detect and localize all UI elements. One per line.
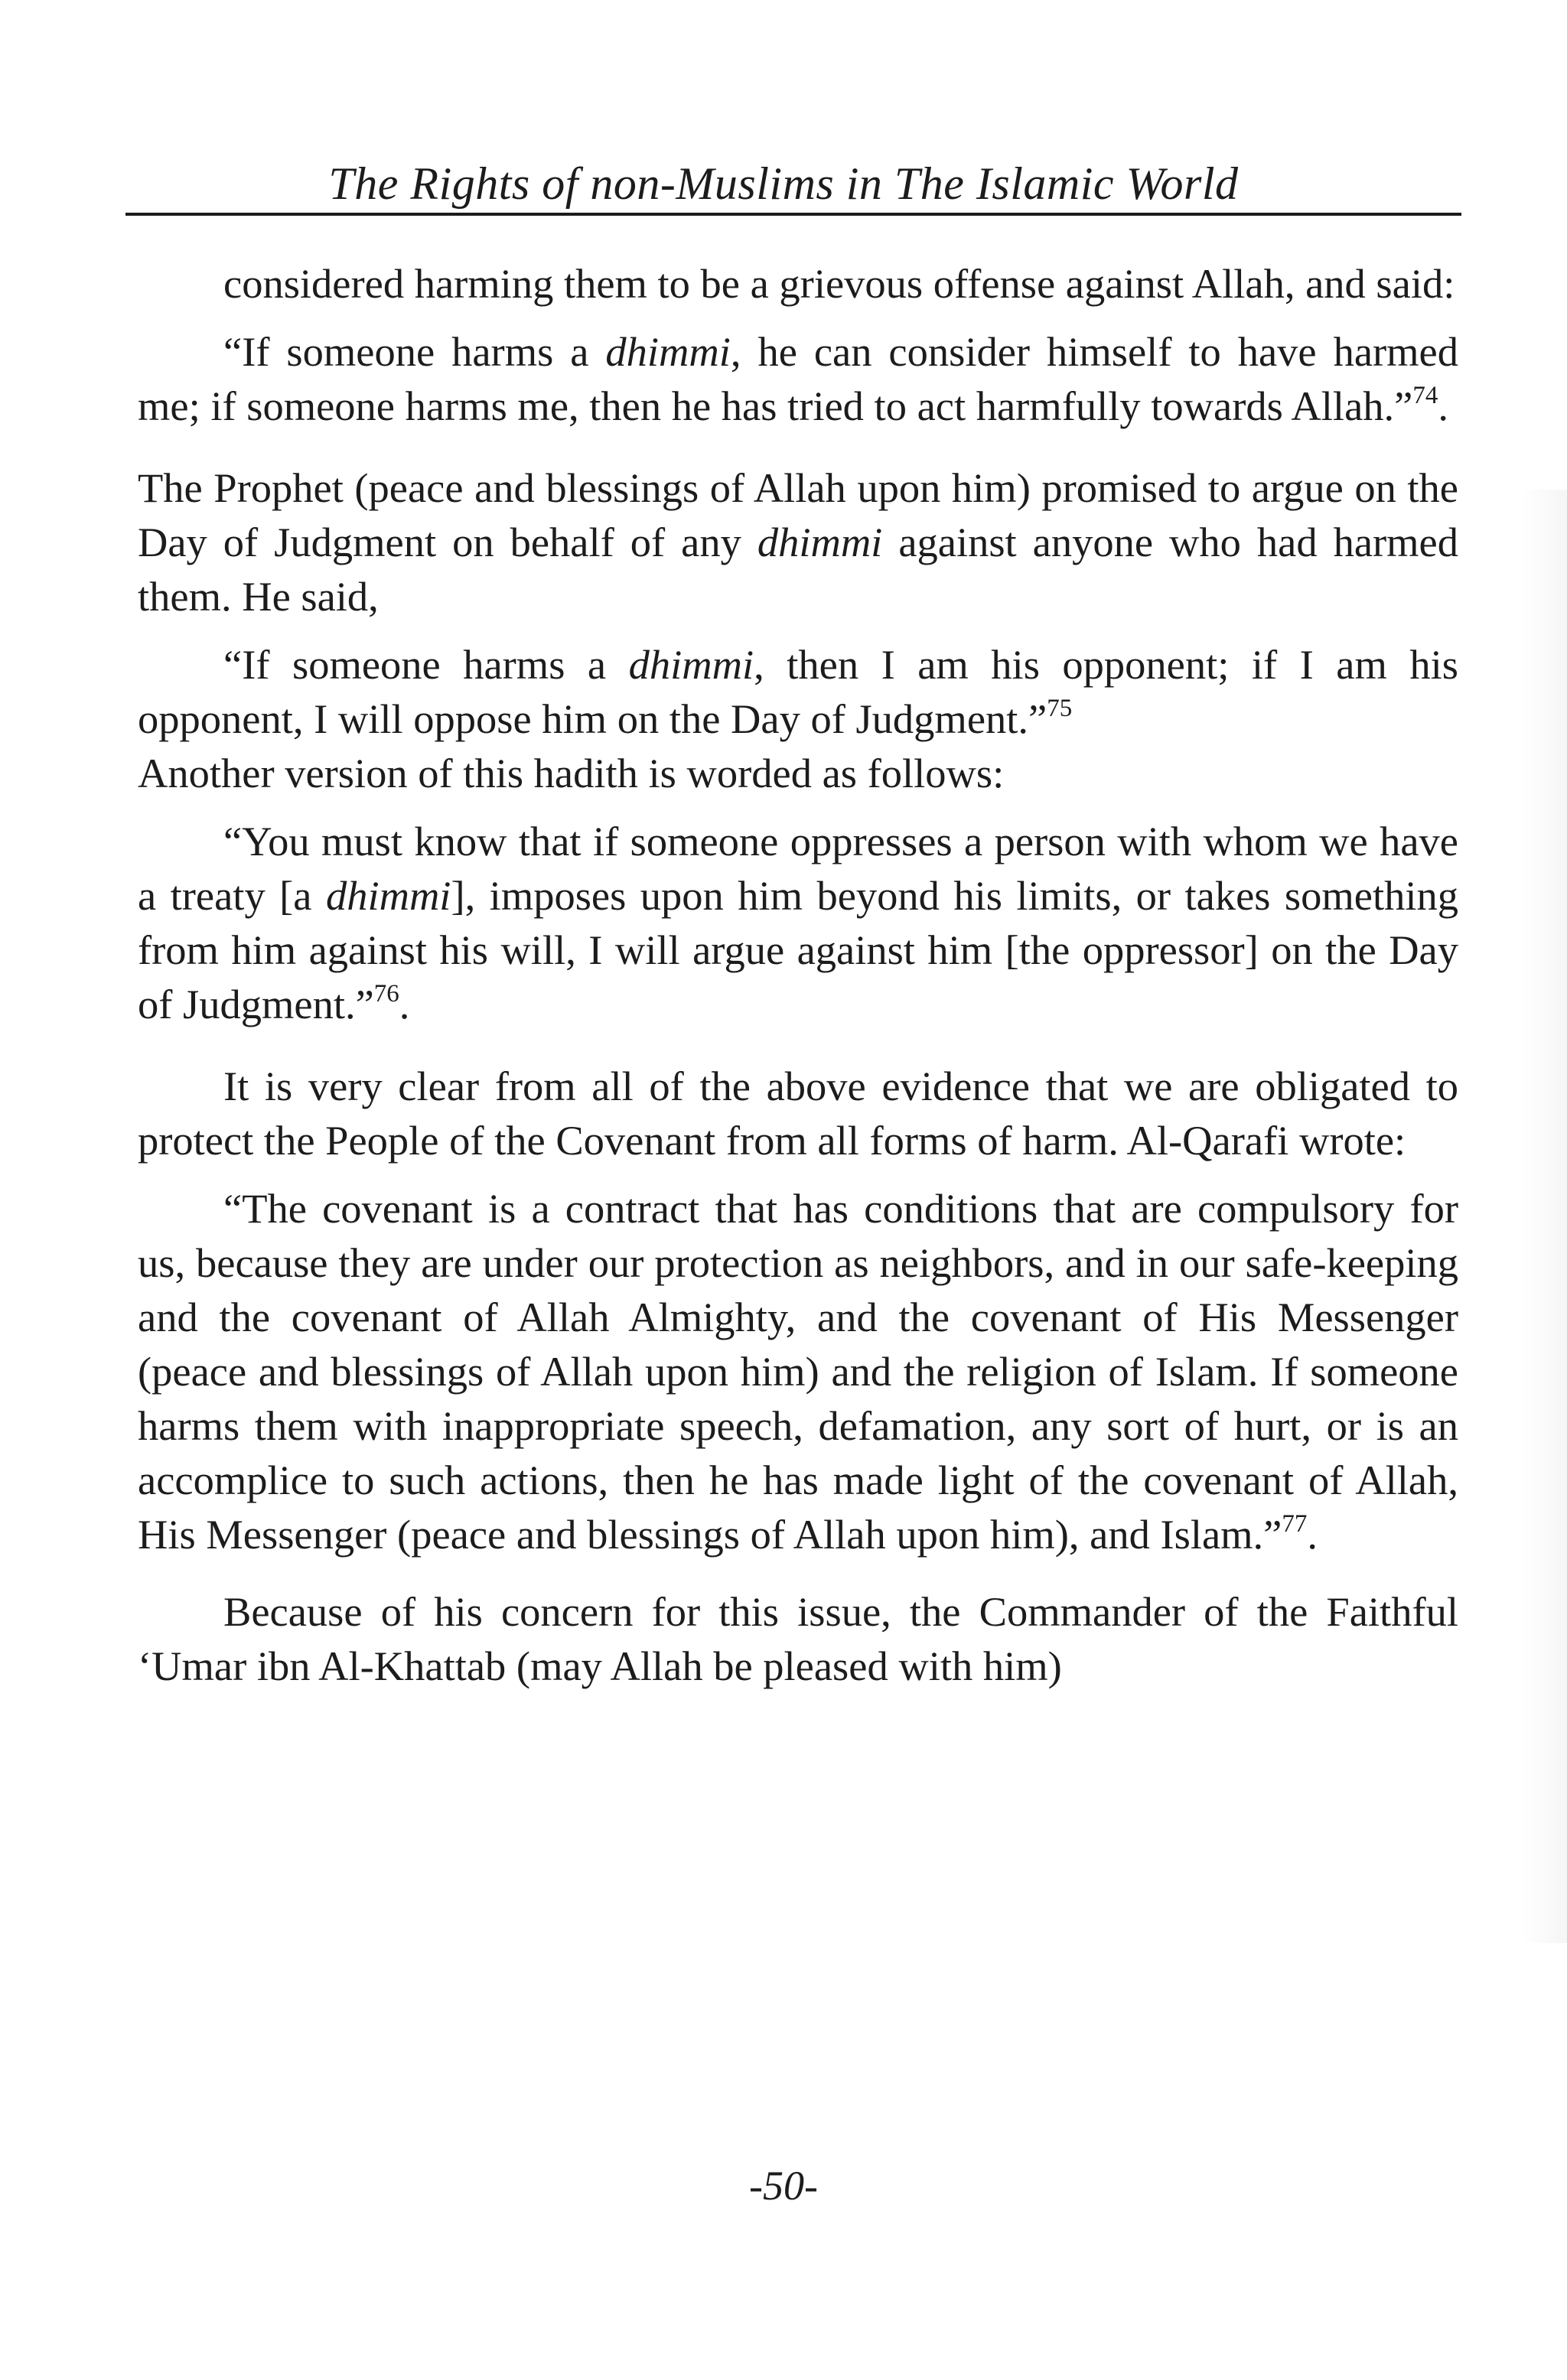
body-text (138, 256, 1458, 1693)
header-rule (125, 213, 1461, 216)
paragraph (138, 746, 1458, 800)
paragraph-text: The Prophet (peace and blessings of Allah upon him) promised to argue on the Day of Judgment on behalf of any (138, 464, 1458, 565)
footnote-ref-76[interactable]: 76 (373, 980, 399, 1008)
paragraph-text: Another version of this hadith is worded as follows: (138, 750, 1005, 796)
hadith-quote (138, 324, 1458, 433)
term-dhimmi: dhimmi (628, 641, 754, 688)
paragraph (138, 461, 1458, 623)
quote-text: “If someone harms a (223, 641, 629, 688)
block-quote (138, 1181, 1458, 1561)
punctuation: . (1438, 383, 1448, 429)
paragraph (138, 1584, 1458, 1693)
hadith-quote (138, 814, 1458, 1031)
footnote-ref-77[interactable]: 77 (1282, 1510, 1308, 1538)
paragraph (138, 1059, 1458, 1167)
footnote-ref-75[interactable]: 75 (1047, 695, 1073, 722)
punctuation: . (399, 981, 410, 1027)
paragraph-text: against anyone who had harmed them. He said, (138, 519, 1458, 620)
term-dhimmi: dhimmi (757, 519, 883, 565)
hadith-quote (138, 637, 1458, 746)
quote-text: , he can consider himself to have harmed me; if someone harms me, then he has tried to act harmfully towards Allah.” (138, 328, 1458, 429)
page-number: -50- (749, 2163, 818, 2209)
paragraph (138, 256, 1458, 311)
paragraph-text: considered harming them to be a grievous offense against Allah, and said: (223, 260, 1455, 307)
quote-text: ], imposes upon him beyond his limits, or takes something from him against his will, I will argue against him [the oppressor] on the Day of Judgment.” (138, 872, 1458, 1027)
term-dhimmi: dhimmi (605, 328, 731, 375)
term-dhimmi: dhimmi (325, 872, 451, 919)
quote-text: “The covenant is a contract that has conditions that are compulsory for us, because they are under our protection as neighbors, and in our safe-keeping and the covenant of Allah Almighty, and the covenant of His Messenger (peace and blessings of Allah upon him) and the religion of Islam. If someone harms them with inappropriate speech, defamation, any sort of hurt, or is an accomplice to such actions, then he has made light of the covenant of Allah, His Messenger (peace and blessings of Allah upon him), and Islam.” (138, 1185, 1458, 1558)
paragraph-text: It is very clear from all of the above evidence that we are obligated to protect the People of the Covenant from all forms of harm. Al-Qarafi wrote: (138, 1063, 1458, 1164)
paragraph-text: Because of his concern for this issue, the Commander of the Faithful ‘Umar ibn Al-Khattab (may Allah be pleased with him) (138, 1588, 1458, 1689)
quote-text: “If someone harms a (223, 328, 606, 375)
quote-text: , then I am his opponent; if I am his opponent, I will oppose him on the Day of Judgment.” (138, 641, 1458, 742)
punctuation: . (1307, 1511, 1318, 1558)
page-edge-shadow (1521, 490, 1567, 1943)
footnote-ref-74[interactable]: 74 (1412, 382, 1438, 409)
quote-text: “You must know that if someone oppresses a person with whom we have a treaty [a (138, 818, 1458, 919)
running-header: The Rights of non-Muslims in The Islamic World (328, 158, 1239, 209)
